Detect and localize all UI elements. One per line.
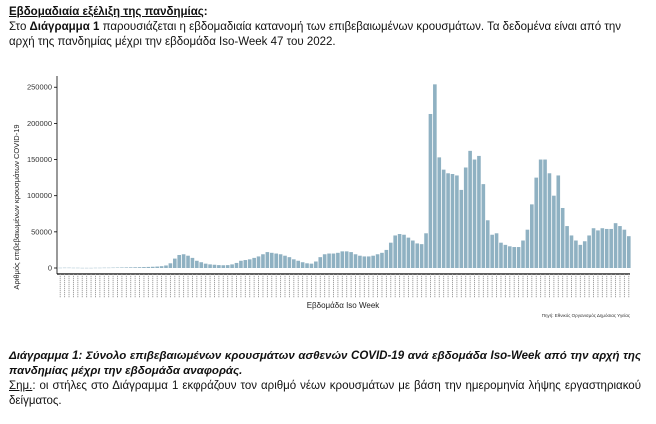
- bar: [288, 257, 292, 268]
- y-tick-label: 50000: [31, 227, 52, 237]
- bar: [310, 264, 314, 268]
- section-title-line: [9, 5, 649, 20]
- y-tick-label: 100000: [26, 191, 52, 201]
- bar: [191, 258, 195, 268]
- bar: [437, 157, 441, 268]
- bar: [592, 228, 596, 268]
- bar: [204, 264, 208, 268]
- bar: [482, 184, 486, 268]
- bar: [614, 223, 618, 268]
- bar: [504, 245, 508, 268]
- bar: [133, 267, 137, 268]
- bar: [332, 254, 336, 268]
- bar: [407, 238, 411, 268]
- bar: [296, 261, 300, 268]
- bar: [363, 256, 367, 268]
- bar: [186, 256, 190, 268]
- bar: [129, 267, 133, 268]
- bar: [217, 265, 221, 268]
- bar: [301, 262, 305, 268]
- bar: [226, 265, 230, 268]
- bar: [261, 254, 265, 268]
- caption-note: [9, 379, 641, 409]
- bar: [623, 230, 627, 268]
- bar: [398, 234, 402, 268]
- bar: [221, 265, 225, 268]
- bar: [160, 266, 164, 268]
- bar: [283, 256, 287, 268]
- bar: [235, 263, 239, 268]
- bar: [213, 265, 217, 268]
- bar: [349, 252, 353, 268]
- bar: [420, 244, 424, 268]
- bar: [376, 254, 380, 268]
- bar: [587, 235, 591, 268]
- y-tick-label: 0: [47, 263, 52, 273]
- bar: [570, 235, 574, 268]
- bar: [274, 254, 278, 268]
- bar: [486, 220, 490, 268]
- figure-caption: [9, 349, 641, 409]
- note-label: Σημ.: [9, 380, 33, 392]
- bar: [565, 226, 569, 268]
- bar: [354, 254, 358, 268]
- bar: [248, 259, 252, 268]
- bar: [182, 254, 186, 268]
- bar: [517, 247, 521, 268]
- caption-main: Διάγραμμα 1: Σύνολο επιβεβαιωμένων κρουσμάτων ασθενών COVID-19 ανά εβδομάδα Iso-Week από την αρχή της πανδημίας μέχρι την εβδομάδα αναφοράς.: [9, 350, 641, 377]
- bar: [173, 259, 177, 268]
- note-text: : οι στήλες στο Διάγραμμα 1 εκφράζουν τον αριθμό νέων κρουσμάτων με βάση την ημερομηνία λήψης εργαστηριακού δείγματος.: [9, 380, 641, 407]
- y-tick-label: 200000: [26, 118, 52, 128]
- bar: [455, 175, 459, 268]
- bar: [177, 255, 181, 268]
- intro-text: παρουσιάζεται η εβδομαδιαία κατανομή των επιβεβαιωμένων κρουσμάτων. Τα δεδομένα είναι από την αρχή της πανδημίας μέχρι την εβδομάδα Iso-Week 47 του 2022.: [9, 21, 622, 48]
- bar: [508, 246, 512, 268]
- bar: [340, 251, 344, 268]
- source-note: Πηγή: Εθνικός Οργανισμός Δημόσιας Υγείας: [541, 313, 630, 318]
- bar: [367, 256, 371, 268]
- bar: [402, 235, 406, 268]
- bar: [464, 167, 468, 268]
- bar: [460, 190, 464, 268]
- section-title: Εβδομαδιαία εξέλιξη της πανδημίας: [9, 6, 204, 18]
- bar: [415, 243, 419, 268]
- bar: [270, 253, 274, 268]
- bar: [433, 84, 437, 268]
- bar: [155, 267, 159, 268]
- bar: [596, 230, 600, 268]
- bar: [314, 261, 318, 268]
- bar: [380, 253, 384, 268]
- x-axis-label: Εβδομάδα Iso Week: [306, 301, 380, 310]
- bar: [327, 254, 331, 268]
- bar: [477, 156, 481, 268]
- bar: [601, 228, 605, 268]
- bar: [199, 262, 203, 268]
- bar: [543, 160, 547, 268]
- bar: [468, 151, 472, 268]
- bar: [257, 256, 261, 268]
- bar: [164, 265, 168, 268]
- y-tick-label: 150000: [26, 155, 52, 165]
- x-axis: [57, 274, 630, 298]
- bar: [279, 254, 283, 268]
- bar: [323, 254, 327, 268]
- bar: [429, 114, 433, 268]
- bar: [318, 257, 322, 268]
- bar: [411, 241, 415, 268]
- bar: [208, 264, 212, 268]
- bar: [442, 170, 446, 268]
- bar: [605, 229, 609, 268]
- bar: [548, 173, 552, 268]
- bar: [556, 175, 560, 268]
- bar: [521, 241, 525, 268]
- bar: [583, 241, 587, 268]
- bar: [230, 264, 234, 268]
- bar: [120, 267, 124, 268]
- bar: [627, 236, 631, 268]
- bar: [239, 261, 243, 268]
- bar: [169, 263, 173, 268]
- bar: [512, 247, 516, 268]
- bar: [147, 267, 151, 268]
- bar: [446, 173, 450, 268]
- y-axis: [27, 76, 57, 274]
- bar: [526, 230, 530, 268]
- bar: [539, 160, 543, 268]
- bar: [138, 267, 142, 268]
- bar: [244, 260, 248, 268]
- bar: [552, 196, 556, 268]
- bar: [393, 235, 397, 268]
- bar: [530, 204, 534, 268]
- bar: [451, 174, 455, 268]
- bar: [609, 229, 613, 268]
- bar: [266, 252, 270, 268]
- bar: [473, 160, 477, 268]
- bar: [385, 250, 389, 268]
- bar: [125, 267, 129, 268]
- intro-figure-ref: Διάγραμμα 1: [29, 21, 100, 33]
- bar: [424, 233, 428, 268]
- bar: [345, 251, 349, 268]
- bars-group: [58, 84, 630, 268]
- y-tick-label: 250000: [26, 82, 52, 92]
- y-axis-label: Αριθμός επιβεβαιωμένων κρουσμάτων COVID-19: [12, 124, 21, 290]
- bar: [618, 226, 622, 268]
- bar: [561, 208, 565, 268]
- intro-prefix: Στο: [9, 21, 30, 33]
- weekly-cases-chart: [0, 62, 656, 324]
- bar: [389, 243, 393, 268]
- bar: [292, 259, 296, 268]
- bar: [579, 245, 583, 268]
- section-title-colon: :: [203, 6, 208, 18]
- bar: [252, 258, 256, 268]
- bar: [574, 241, 578, 268]
- bar: [358, 256, 362, 268]
- bar: [151, 267, 155, 268]
- bar: [490, 235, 494, 268]
- bar: [499, 243, 503, 268]
- report-header: [9, 5, 649, 50]
- bar: [142, 267, 146, 268]
- bar: [495, 233, 499, 268]
- bar: [336, 253, 340, 268]
- bar: [534, 178, 538, 268]
- intro-paragraph: [9, 20, 649, 50]
- bar: [305, 263, 309, 268]
- bar: [371, 256, 375, 268]
- bar: [195, 261, 199, 268]
